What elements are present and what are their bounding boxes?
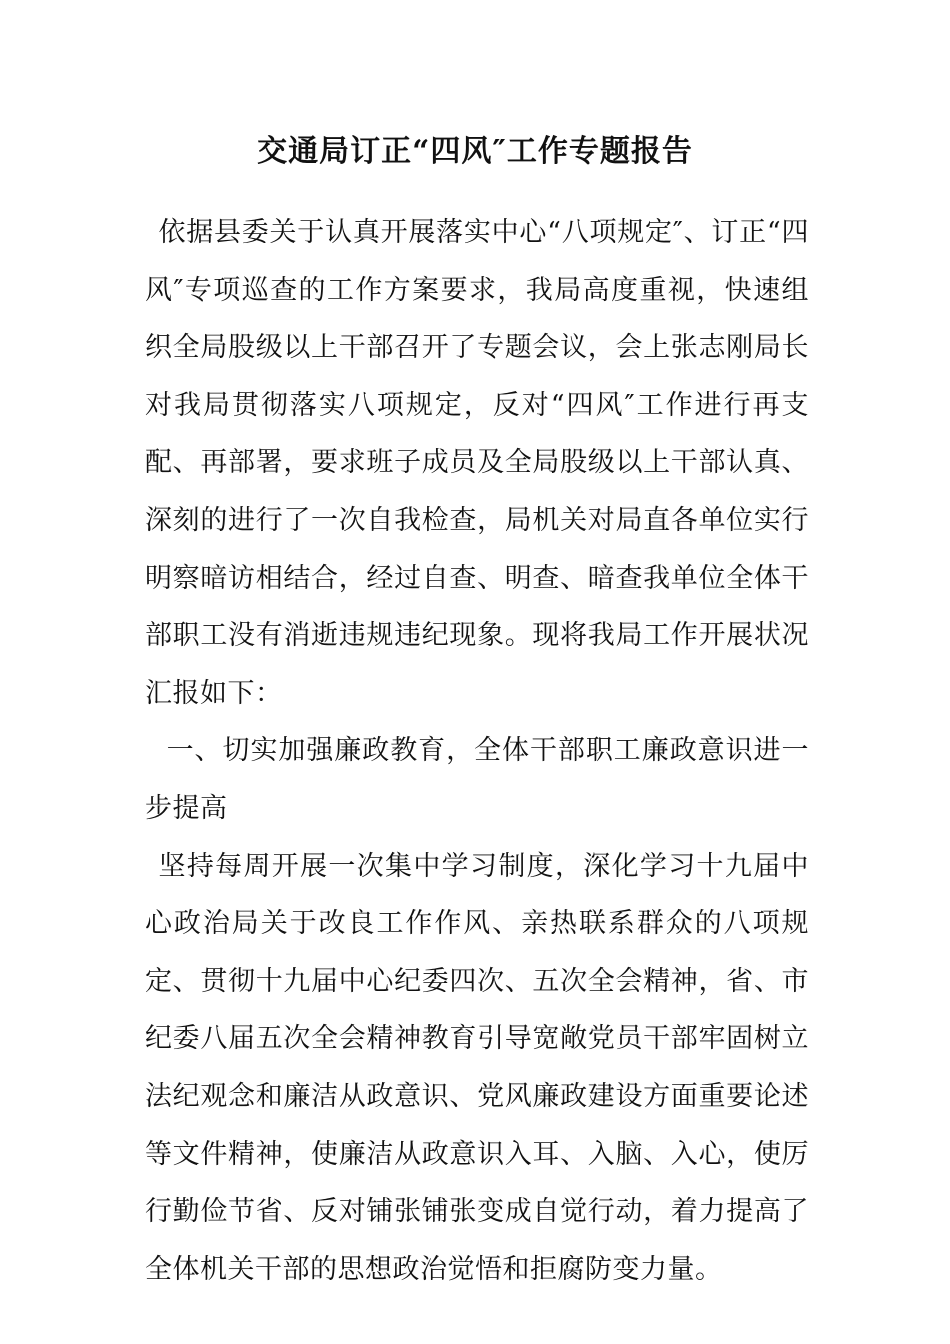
document-body xyxy=(145,204,809,1298)
document-title: 交通局订正“四风″工作专题报告 xyxy=(257,134,693,169)
intro-paragraph: 依据县委关于认真开展落实中心“八项规定″、订正“四风″专项巡查的工作方案要求，我局高度重视，快速组织全局股级以上干部召开了专题会议，会上张志刚局长对我局贯彻落实八项规定，反对“四风″工作进行再支配、再部署，要求班子成员及全局股级以上干部认真、深刻的进行了一次自我检查，局机关对局直各单位实行明察暗访相结合，经过自查、明查、暗查我单位全体干部职工没有消逝违规违纪现象。现将我局工作开展状况汇报如下： xyxy=(145,217,809,709)
section-heading-1: 一、切实加强廉政教育，全体干部职工廉政意识进一步提高 xyxy=(145,735,809,824)
section-1-paragraph: 坚持每周开展一次集中学习制度，深化学习十九届中心政治局关于改良工作作风、亲热联系群众的八项规定、贯彻十九届中心纪委四次、五次全会精神，省、市纪委八届五次全会精神教育引导宽敞党员干部牢固树立法纪观念和廉洁从政意识、党风廉政建设方面重要论述等文件精神，使廉洁从政意识入耳、入脑、入心，使厉行勤俭节省、反对铺张铺张变成自觉行动，着力提高了全体机关干部的思想政治觉悟和拒腐防变力量。 xyxy=(145,850,809,1285)
